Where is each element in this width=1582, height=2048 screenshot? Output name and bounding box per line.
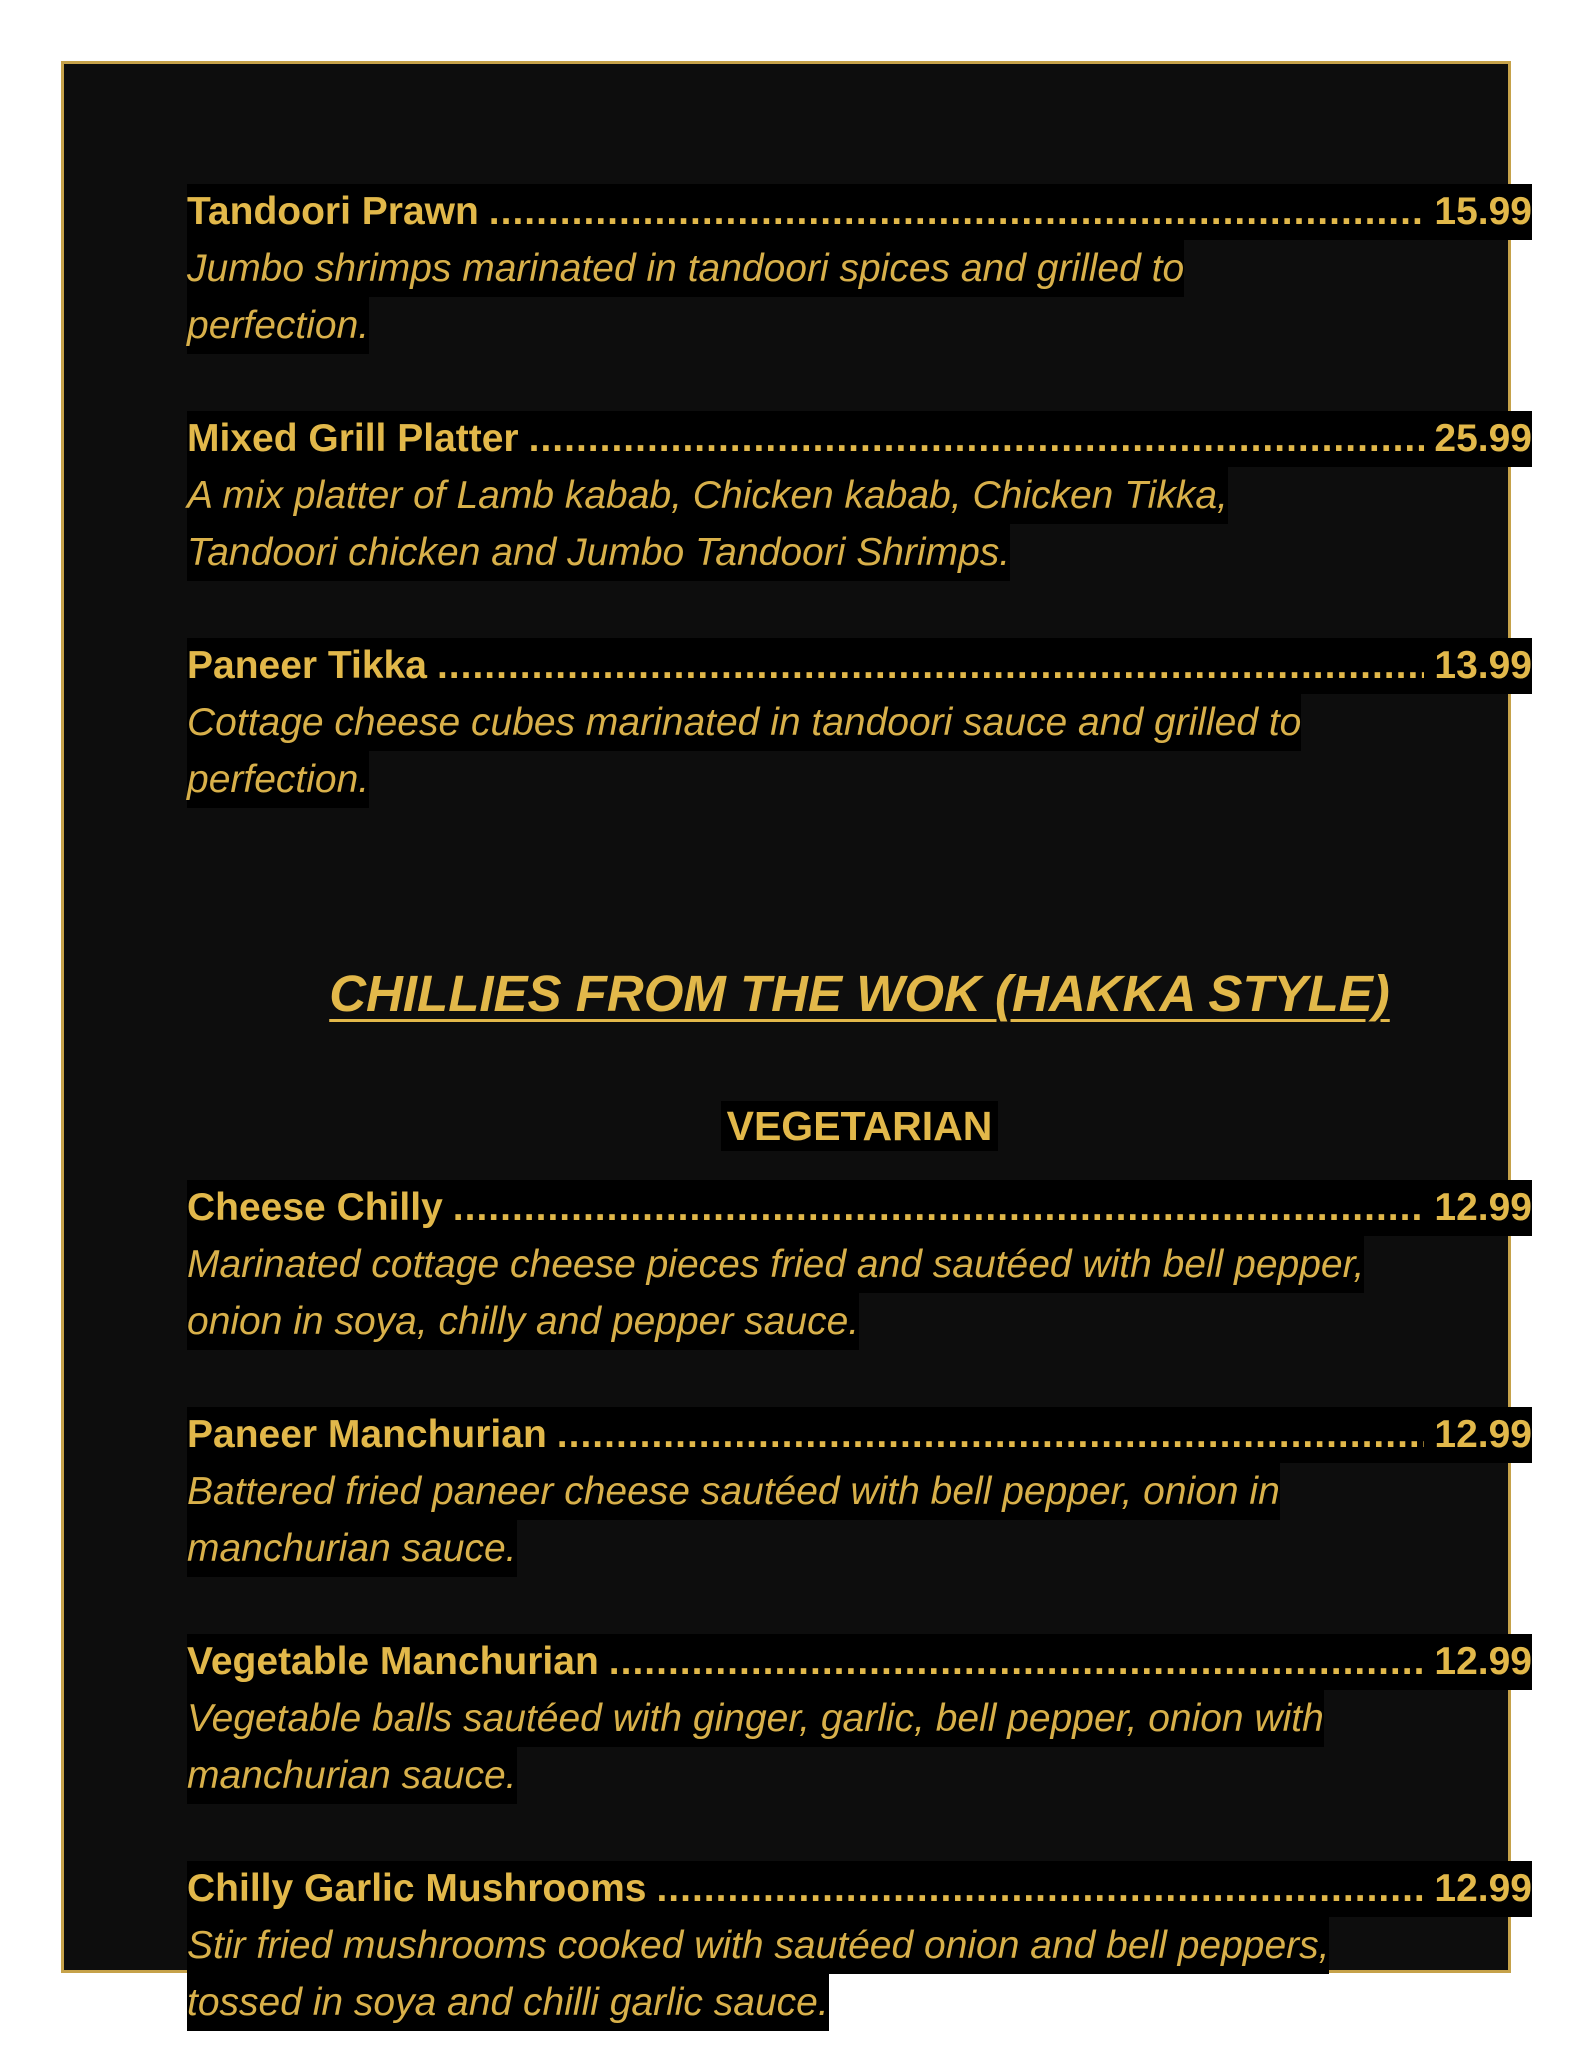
menu-item-header xyxy=(187,411,1532,467)
menu-item-header xyxy=(187,1634,1532,1690)
menu-item-description: manchurian sauce. xyxy=(187,1520,517,1577)
menu-item-name: Vegetable Manchurian xyxy=(187,1640,599,1683)
menu-item-paneer-tikka xyxy=(187,638,1532,808)
menu-item-description: manchurian sauce. xyxy=(187,1747,517,1804)
dot-leader xyxy=(529,411,1425,467)
menu-item-description: Tandoori chicken and Jumbo Tandoori Shrimps. xyxy=(187,524,1010,581)
menu-item-description: Vegetable balls sautéed with ginger, garlic, bell pepper, onion with xyxy=(187,1690,1324,1747)
menu-item-description: Marinated cottage cheese pieces fried and sautéed with bell pepper, xyxy=(187,1236,1364,1293)
menu-item-description: perfection. xyxy=(187,751,369,808)
dot-leader xyxy=(656,1861,1424,1917)
menu-item-description: perfection. xyxy=(187,297,369,354)
menu-item-price: 12.99 xyxy=(1434,1640,1532,1683)
menu-item-price: 12.99 xyxy=(1434,1186,1532,1229)
menu-item-name: Mixed Grill Platter xyxy=(187,417,519,460)
menu-item-price: 15.99 xyxy=(1434,190,1532,233)
dot-leader xyxy=(557,1407,1425,1463)
menu-item-chilly-garlic-mushrooms xyxy=(187,1861,1532,2031)
menu-item-header xyxy=(187,1180,1532,1236)
menu-item-tandoori-prawn xyxy=(187,184,1532,354)
dot-leader xyxy=(437,638,1424,694)
menu-item-description: Cottage cheese cubes marinated in tandoori sauce and grilled to xyxy=(187,694,1301,751)
menu-item-header xyxy=(187,1861,1532,1917)
menu-item-description: tossed in soya and chilli garlic sauce. xyxy=(187,1974,829,2031)
menu-item-description: A mix platter of Lamb kabab, Chicken kabab, Chicken Tikka, xyxy=(187,467,1228,524)
menu-item-price: 12.99 xyxy=(1434,1867,1532,1910)
dot-leader xyxy=(453,1180,1425,1236)
menu-item-description: Battered fried paneer cheese sautéed with bell pepper, onion in xyxy=(187,1463,1280,1520)
menu-item-cheese-chilly xyxy=(187,1180,1532,1350)
menu-item-header xyxy=(187,184,1532,240)
menu-item-name: Paneer Tikka xyxy=(187,644,427,687)
menu-item-description: onion in soya, chilly and pepper sauce. xyxy=(187,1293,859,1350)
menu-item-vegetable-manchurian xyxy=(187,1634,1532,1804)
dot-leader xyxy=(609,1634,1425,1690)
menu-item-header xyxy=(187,638,1532,694)
menu-item-name: Chilly Garlic Mushrooms xyxy=(187,1867,647,1910)
menu-item-mixed-grill-platter xyxy=(187,411,1532,581)
menu-item-header xyxy=(187,1407,1532,1463)
menu-item-name: Paneer Manchurian xyxy=(187,1413,547,1456)
menu-item-price: 13.99 xyxy=(1434,644,1532,687)
menu-item-price: 12.99 xyxy=(1434,1413,1532,1456)
section-subtitle-text: VEGETARIAN xyxy=(721,1101,999,1151)
menu-page xyxy=(61,61,1532,2024)
menu-item-name: Cheese Chilly xyxy=(187,1186,443,1229)
section-subtitle xyxy=(187,1097,1532,1155)
section-title: CHILLIES FROM THE WOK (HAKKA STYLE) xyxy=(329,965,1390,1022)
menu-item-description: Stir fried mushrooms cooked with sautéed onion and bell peppers, xyxy=(187,1917,1329,1974)
menu-item-name: Tandoori Prawn xyxy=(187,190,479,233)
menu-item-price: 25.99 xyxy=(1434,417,1532,460)
menu-item-description: Jumbo shrimps marinated in tandoori spices and grilled to xyxy=(187,240,1184,297)
dot-leader xyxy=(489,184,1425,240)
menu-item-paneer-manchurian xyxy=(187,1407,1532,1577)
